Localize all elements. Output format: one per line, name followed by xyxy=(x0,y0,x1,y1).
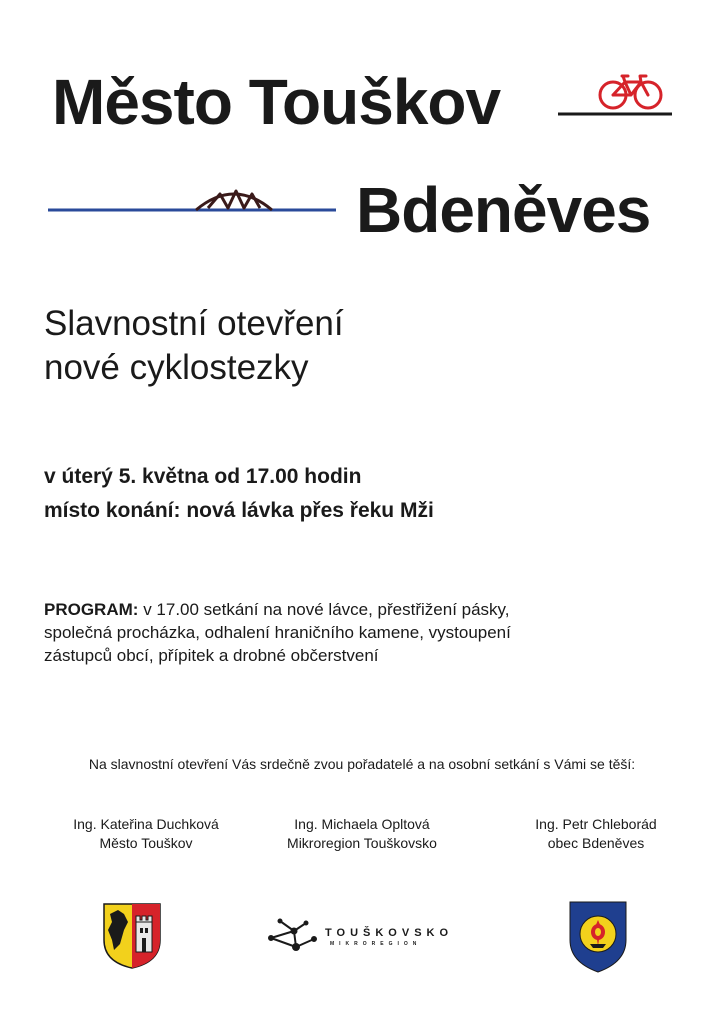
subtitle xyxy=(44,302,344,390)
organizer-3 xyxy=(486,815,706,853)
organizer-org: Mikroregion Touškovsko xyxy=(287,835,437,851)
organizer-2 xyxy=(252,815,472,853)
program-label: PROGRAM: xyxy=(44,600,139,619)
organizer-name: Ing. Michaela Opltová xyxy=(294,816,430,832)
touskovsko-logo-icon xyxy=(268,918,324,954)
organizer-1 xyxy=(36,815,256,853)
program-text: v 17.00 setkání na nové lávce, přestřižení pásky, společná procházka, odhalení hraničního kamene, vystoupení zástupců obcí, přípitek a drobné občerstvení xyxy=(44,600,511,665)
bicycle-icon xyxy=(556,68,674,120)
event-place: místo konání: nová lávka přes řeku Mži xyxy=(44,499,434,522)
organizer-name: Ing. Petr Chleborád xyxy=(535,816,657,832)
organizer-name: Ing. Kateřina Duchková xyxy=(73,816,219,832)
invitation-text: Na slavnostní otevření Vás srdečně zvou pořadatelé a na osobní setkání s Vámi se těší: xyxy=(88,756,636,772)
organizer-org: Město Touškov xyxy=(99,835,193,851)
event-date: v úterý 5. května od 17.00 hodin xyxy=(44,465,362,488)
title-mesto-touskov: Město Touškov xyxy=(52,66,501,138)
bridge-icon xyxy=(48,182,338,218)
organizer-org: obec Bdeněves xyxy=(547,835,645,851)
bdeneves-coat-of-arms-icon xyxy=(568,900,628,974)
subtitle-line-1: Slavnostní otevření xyxy=(44,304,344,343)
subtitle-line-2: nové cyklostezky xyxy=(44,348,309,387)
program xyxy=(44,598,514,667)
event-info xyxy=(44,460,434,528)
title-bdeneves: Bdeněves xyxy=(356,174,651,246)
touskovsko-logo-subtext: MIKROREGION xyxy=(330,941,422,947)
touskov-coat-of-arms-icon xyxy=(100,900,164,970)
touskovsko-logo-text: TOUŠKOVSKO xyxy=(325,927,454,939)
